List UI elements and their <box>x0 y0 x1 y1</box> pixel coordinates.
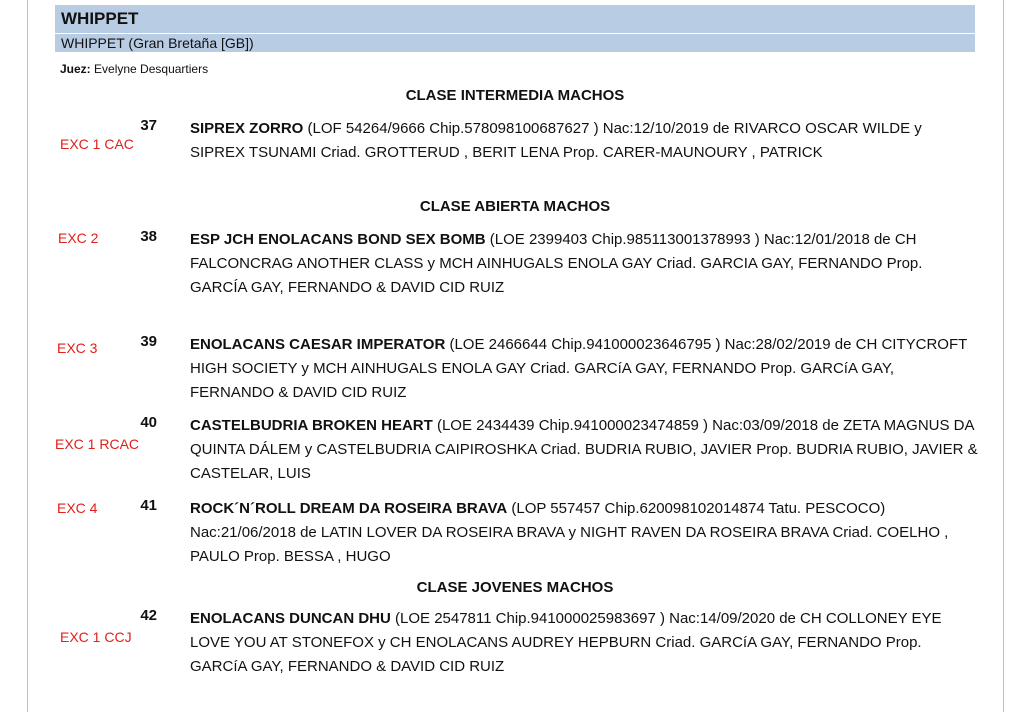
breed-header <box>55 5 975 33</box>
left-page-border <box>27 0 28 712</box>
entry-description <box>190 228 980 300</box>
award-badge: EXC 2 <box>58 230 99 246</box>
catalog-number: 42 <box>140 607 157 624</box>
dog-name: ENOLACANS DUNCAN DHU <box>190 610 391 627</box>
catalog-number: 37 <box>140 117 157 134</box>
entry-description <box>190 607 980 679</box>
award-badge: EXC 1 CAC <box>60 136 134 152</box>
dog-details: (LOE 2466644 Chip.941000023646795 ) Nac:28/02/2019 de CH CITYCROFT HIGH SOCIETY y MCH AINHUGALS ENOLA GAY Criad. GARCíA GAY, FERNANDO Prop. GARCíA GAY, FERNANDO & DAVID CID RUIZ <box>190 336 968 401</box>
section-title: CLASE ABIERTA MACHOS <box>419 198 611 215</box>
section-title: CLASE INTERMEDIA MACHOS <box>405 87 625 104</box>
entry-description <box>190 333 980 405</box>
entry-description <box>190 497 980 569</box>
section-title: CLASE JOVENES MACHOS <box>416 579 614 596</box>
right-page-border <box>1003 0 1004 712</box>
dog-name: CASTELBUDRIA BROKEN HEART <box>190 417 433 434</box>
dog-details: (LOF 54264/9666 Chip.578098100687627 ) Nac:12/10/2019 de RIVARCO OSCAR WILDE y SIPREX TSUNAMI Criad. GROTTERUD , BERIT LENA Prop. CARER-MAUNOURY , PATRICK <box>190 120 922 161</box>
entry-description <box>190 117 980 165</box>
catalog-number: 38 <box>140 228 157 245</box>
award-badge: EXC 1 CCJ <box>60 629 132 645</box>
dog-details: (LOP 557457 Chip.620098102014874 Tatu. PESCOCO) Nac:21/06/2018 de LATIN LOVER DA ROSEIRA BRAVA y NIGHT RAVEN DA ROSEIRA BRAVA Criad. COELHO , PAULO Prop. BESSA , HUGO <box>190 500 949 565</box>
dog-name: ENOLACANS CAESAR IMPERATOR <box>190 336 446 353</box>
entry-description <box>190 414 980 486</box>
breed-subheader <box>55 34 975 52</box>
dog-details: (LOE 2399403 Chip.985113001378993 ) Nac:12/01/2018 de CH FALCONCRAG ANOTHER CLASS y MCH AINHUGALS ENOLA GAY Criad. GARCIA GAY, FERNANDO Prop. GARCÍA GAY, FERNANDO & DAVID CID RUIZ <box>190 231 923 296</box>
dog-name: SIPREX ZORRO <box>190 120 304 137</box>
judge-name: Evelyne Desquartiers <box>94 62 209 76</box>
catalog-number: 39 <box>140 333 157 350</box>
award-badge: EXC 4 <box>57 500 98 516</box>
dog-details: (LOE 2547811 Chip.941000025983697 ) Nac:14/09/2020 de CH COLLONEY EYE LOVE YOU AT STONEFOX y CH ENOLACANS AUDREY HEPBURN Criad. GARCíA GAY, FERNANDO Prop. GARCíA GAY, FERNANDO & DAVID CID RUIZ <box>190 610 942 675</box>
judge-label: Juez: <box>60 62 91 76</box>
award-badge: EXC 1 RCAC <box>55 436 140 452</box>
catalog-number: 40 <box>140 414 157 431</box>
dog-details: (LOE 2434439 Chip.941000023474859 ) Nac:03/09/2018 de ZETA MAGNUS DA QUINTA DÁLEM y CASTELBUDRIA CAIPIROSHKA Criad. BUDRIA RUBIO, JAVIER Prop. BUDRIA RUBIO, JAVIER & CASTELAR, LUIS <box>190 417 978 482</box>
dog-name: ROCK´N´ROLL DREAM DA ROSEIRA BRAVA <box>190 500 508 517</box>
breed-subtitle: WHIPPET (Gran Bretaña [GB]) <box>61 35 254 51</box>
dog-name: ESP JCH ENOLACANS BOND SEX BOMB <box>190 231 486 248</box>
judge-line <box>60 62 208 76</box>
award-badge: EXC 3 <box>57 340 98 356</box>
catalog-number: 41 <box>140 497 157 514</box>
breed-title: WHIPPET <box>61 9 139 28</box>
